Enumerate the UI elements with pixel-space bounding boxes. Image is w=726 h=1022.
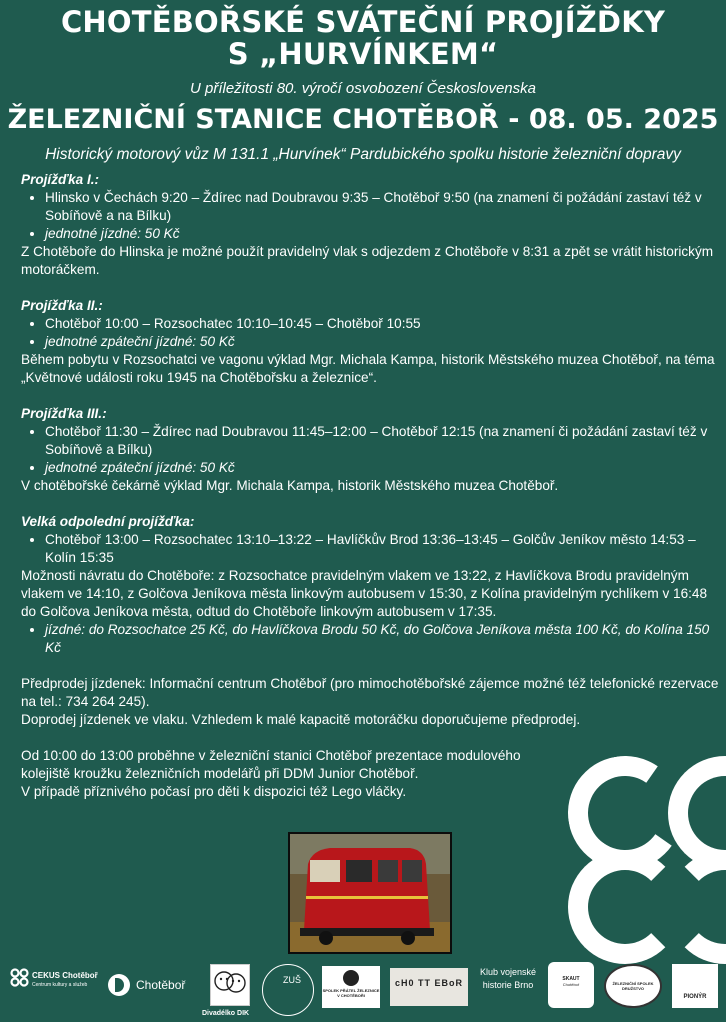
event-subtitle: ŽELEZNIČNÍ STANICE CHOTĚBOŘ - 08. 05. 2025: [7, 104, 719, 135]
ride-fare: • jednotné jízdné: 50 Kč: [45, 225, 721, 243]
title-line-1: CHOTĚBOŘSKÉ SVÁTEČNÍ PROJÍŽĎKY: [60, 5, 666, 39]
train-description: Historický motorový vůz M 131.1 „Hurvínek“ Pardubického spolku historie železniční dopravy: [45, 146, 681, 163]
skaut-logo: [548, 962, 594, 1008]
cekus-tagline: Centrum kultury a služeb: [32, 982, 88, 988]
ride-heading: Projížďka I.:: [21, 172, 100, 187]
ride-route: • Hlinsko v Čechách 9:20 – Ždírec nad Doubravou 9:35 – Chotěboř 9:50 (na znamení či požádání zastaví též v Sobíňově a na Bílku): [45, 189, 721, 225]
ride-note: Možnosti návratu do Chotěboře: z Rozsochatce pravidelným vlakem ve 13:22, z Havlíčkova Brodu pravidelným vlakem ve 14:10, z Golčova Jeníkova města linkovým autobusem v 15:30, z Kolína pravidelným rychlíkem v 16:48 do Golčova Jeníkova města, odtud do Chotěboře linkovým autobusem v 17:35.: [21, 568, 708, 619]
zsd-logo: [604, 964, 662, 1008]
ride-fare: • jednotné zpáteční jízdné: 50 Kč: [45, 333, 721, 351]
ride-heading: Velká odpolední projížďka:: [21, 514, 195, 529]
cekus-icon: [10, 968, 30, 988]
klub-logo: Klub vojenské historie Brno: [479, 967, 537, 990]
presale-line-1: Předprodej jízdenek: Informační centrum Chotěboř (pro mimochotěbořské zájemce možné též telefonické rezervace na tel.: 734 264 245).: [21, 676, 719, 709]
ride-heading: Projížďka II.:: [21, 298, 103, 313]
presale-line-2: Doprodej jízdenek ve vlaku. Vzhledem k malé kapacitě motoráčku doporučujeme předprodej.: [21, 712, 581, 727]
ride-note: Z Chotěboře do Hlinska je možné použít pravidelný vlak s odjezdem z Chotěboře v 8:31 a zpět se vrátit historickým motoráčkem.: [21, 244, 714, 277]
presentation-line-1: Od 10:00 do 13:00 proběhne v železniční stanici Chotěboř prezentace modulového kolejiště kroužku železničních modelářů při DDM Junior Chotěboř.: [21, 748, 521, 781]
spolek-logo: [322, 966, 380, 1008]
divadlo-logo: [210, 964, 250, 1006]
hottebor-name: cH0 TT EBoR: [394, 978, 463, 988]
train-icon: [290, 834, 450, 952]
hottebor-logo: [390, 968, 468, 1006]
faces-icon: [212, 965, 248, 1001]
ride-fare: • jízdné: do Rozsochatce 25 Kč, do Havlíčkova Brodu 50 Kč, do Golčova Jeníkova města 100 Kč, do Kolína 150 Kč: [45, 621, 721, 657]
ride-note: Během pobytu v Rozsochatci ve vagonu výklad Mgr. Michala Kampa, historik Městského muzea Chotěboř, na téma „Květnové události roku 1945 na Chotěbořsku a železnice“.: [21, 352, 715, 385]
decor-ring-icon: [668, 850, 726, 964]
train-photo: [288, 832, 452, 954]
sponsor-footer: [0, 958, 726, 1022]
ride-route: • Chotěboř 11:30 – Ždírec nad Doubravou 11:45–12:00 – Chotěboř 12:15 (na znamení či požádání zastaví též v Sobíňově a Bílku): [45, 423, 721, 459]
ride-4: [21, 513, 721, 657]
presale-info: [21, 675, 721, 729]
skaut-sub: Chotěboř: [562, 982, 580, 987]
spolek-name: SPOLEK PŘÁTEL ŽELEZNICE V CHOTĚBOŘI: [322, 988, 380, 998]
rides-content: [21, 171, 721, 801]
ride-route: • Chotěboř 13:00 – Rozsochatec 13:10–13:22 – Havlíčkův Brod 13:36–13:45 – Golčův Jeníkov město 14:53 – Kolín 15:35: [45, 531, 721, 567]
page-title: [0, 6, 726, 70]
ride-2: [21, 297, 721, 387]
title-line-2: S „HURVÍNKEM“: [227, 37, 499, 71]
zsd-name: ŽELEZNIČNÍ SPOLEK DRUŽSTVO: [612, 981, 654, 991]
ride-route: • Chotěboř 10:00 – Rozsochatec 10:10–10:45 – Chotěboř 10:55: [45, 315, 721, 333]
city-icon: [108, 974, 130, 996]
pionyr-logo: [672, 964, 718, 1008]
ride-fare: • jednotné zpáteční jízdné: 50 Kč: [45, 459, 721, 477]
skaut-name: SKAUT: [562, 976, 580, 982]
zus-logo: [262, 964, 314, 1016]
presentation-line-2: V případě příznivého počasí pro děti k dispozici též Lego vláčky.: [21, 784, 407, 799]
pionyr-name: PIONÝR: [683, 994, 707, 1000]
ride-3: [21, 405, 721, 495]
cekus-name: CEKUS Chotěboř: [32, 971, 98, 980]
spolek-icon: [343, 970, 359, 986]
divadlo-name: Divadélko DIK: [202, 1010, 250, 1017]
ride-heading: Projížďka III.:: [21, 406, 107, 421]
ride-1: [21, 171, 721, 279]
zus-text: ZUŠ: [283, 975, 301, 985]
city-name: Chotěboř: [136, 978, 186, 992]
presentation-info: [21, 747, 566, 801]
ride-note: V chotěbořské čekárně výklad Mgr. Michala Kampa, historik Městského muzea Chotěboř.: [21, 478, 559, 493]
occasion-text: U příležitosti 80. výročí osvobození Československa: [190, 80, 536, 97]
decor-ring-icon: [568, 850, 682, 964]
